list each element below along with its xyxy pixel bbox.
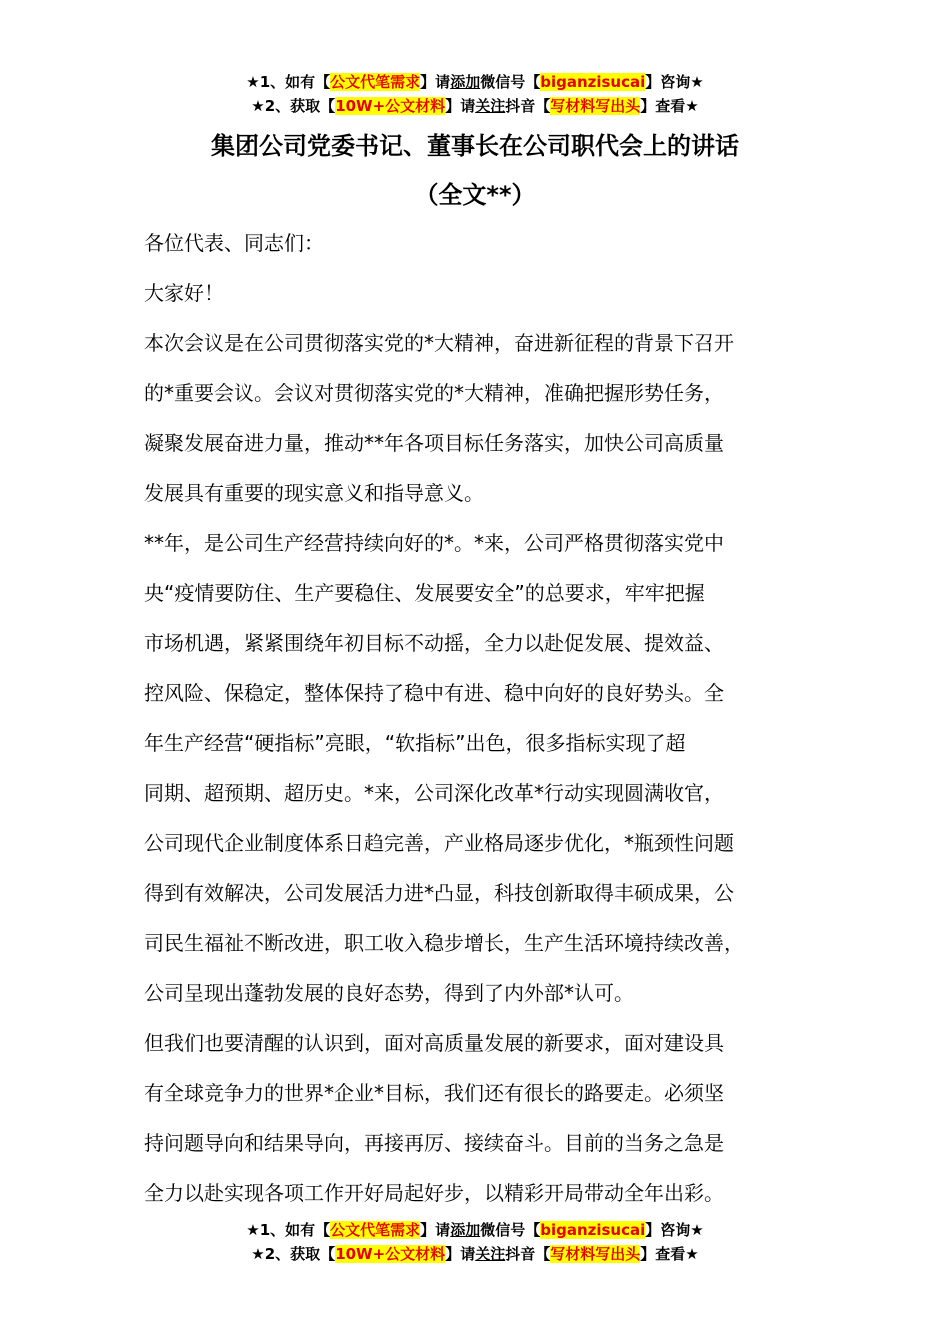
promo-footer xyxy=(0,1218,950,1266)
promo-emph-follow: 关注 xyxy=(475,97,506,115)
promo-emph-add: 添加 xyxy=(450,73,481,91)
body-line: 有全球竞争力的世界*企业*目标，我们还有很长的路要走。必须坚 xyxy=(144,1081,724,1105)
promo-line-2-mid2: 抖音【 xyxy=(505,97,551,115)
document-subtitle: （全文**） xyxy=(414,181,536,209)
body-line: 央“疫情要防住、生产要稳住、发展要安全”的总要求，牢牢把握 xyxy=(144,581,705,605)
body-line: 公司现代企业制度体系日趋完善，产业格局逐步优化，*瓶颈性问题 xyxy=(144,831,734,855)
promo-header xyxy=(0,70,950,118)
body-line: 得到有效解决，公司发展活力进*凸显，科技创新取得丰硕成果，公 xyxy=(144,881,734,905)
body-line: 全力以赴实现各项工作开好局起好步，以精彩开局带动全年出彩。 xyxy=(144,1181,724,1205)
promo-footer-emph-add: 添加 xyxy=(450,1221,481,1239)
promo-highlight-materials: 10W+公文材料 xyxy=(335,97,446,115)
body-line: 年生产经营“硬指标”亮眼，“软指标”出色，很多指标实现了超 xyxy=(144,731,686,755)
promo-line-1-suffix: 】咨询★ xyxy=(645,73,704,91)
promo-line-1-prefix: ★1、如有【 xyxy=(246,73,331,91)
promo-footer-line-2-suffix: 】查看★ xyxy=(640,1245,699,1263)
promo-line-2-mid: 】请 xyxy=(445,97,476,115)
body-line: 持问题导向和结果导向，再接再厉、接续奋斗。目前的当务之急是 xyxy=(144,1131,724,1155)
body-line: 的*重要会议。会议对贯彻落实党的*大精神，准确把握形势任务， xyxy=(144,381,724,405)
promo-footer-line-2-mid: 】请 xyxy=(445,1245,476,1263)
promo-footer-emph-follow: 关注 xyxy=(475,1245,506,1263)
body-line: 但我们也要清醒的认识到，面对高质量发展的新要求，面对建设具 xyxy=(144,1031,724,1055)
promo-footer-line-1-mid: 】请 xyxy=(420,1221,451,1239)
body-line: 本次会议是在公司贯彻落实党的*大精神，奋进新征程的背景下召开 xyxy=(144,331,734,355)
promo-footer-line-1-suffix: 】咨询★ xyxy=(645,1221,704,1239)
promo-footer-highlight-wechat-id: biganzisucai xyxy=(540,1221,646,1239)
promo-line-1 xyxy=(0,70,950,94)
promo-line-2-prefix: ★2、获取【 xyxy=(251,97,336,115)
promo-line-2 xyxy=(0,94,950,118)
promo-line-1-mid2: 微信号【 xyxy=(480,73,541,91)
promo-footer-line-1 xyxy=(0,1218,950,1242)
body-line: 大家好！ xyxy=(144,281,224,305)
body-line: 发展具有重要的现实意义和指导意义。 xyxy=(144,481,484,505)
promo-footer-line-2-prefix: ★2、获取【 xyxy=(251,1245,336,1263)
promo-highlight-wechat-id: biganzisucai xyxy=(540,73,646,91)
promo-line-2-suffix: 】查看★ xyxy=(640,97,699,115)
body-line: 各位代表、同志们： xyxy=(144,231,324,255)
body-line: 同期、超预期、超历史。*来，公司深化改革*行动实现圆满收官， xyxy=(144,781,724,805)
body-line: 凝聚发展奋进力量，推动**年各项目标任务落实，加快公司高质量 xyxy=(144,431,724,455)
body-line: 公司呈现出蓬勃发展的良好态势，得到了内外部*认可。 xyxy=(144,981,634,1005)
body-line: 司民生福祉不断改进，职工收入稳步增长，生产生活环境持续改善， xyxy=(144,931,744,955)
promo-footer-highlight-materials: 10W+公文材料 xyxy=(335,1245,446,1263)
promo-highlight-douyin: 写材料写出头 xyxy=(550,97,641,115)
promo-footer-highlight-service: 公文代笔需求 xyxy=(330,1221,421,1239)
promo-footer-line-2-mid2: 抖音【 xyxy=(505,1245,551,1263)
promo-highlight-service: 公文代笔需求 xyxy=(330,73,421,91)
body-line: **年，是公司生产经营持续向好的*。*来，公司严格贯彻落实党中 xyxy=(144,531,724,555)
promo-footer-line-1-prefix: ★1、如有【 xyxy=(246,1221,331,1239)
promo-footer-highlight-douyin: 写材料写出头 xyxy=(550,1245,641,1263)
promo-footer-line-1-mid2: 微信号【 xyxy=(480,1221,541,1239)
document-body xyxy=(144,218,844,1218)
body-line: 控风险、保稳定，整体保持了稳中有进、稳中向好的良好势头。全 xyxy=(144,681,724,705)
promo-footer-line-2 xyxy=(0,1242,950,1266)
document-title: 集团公司党委书记、董事长在公司职代会上的讲话 xyxy=(211,132,739,160)
body-line: 市场机遇，紧紧围绕年初目标不动摇，全力以赴促发展、提效益、 xyxy=(144,631,724,655)
promo-line-1-mid: 】请 xyxy=(420,73,451,91)
